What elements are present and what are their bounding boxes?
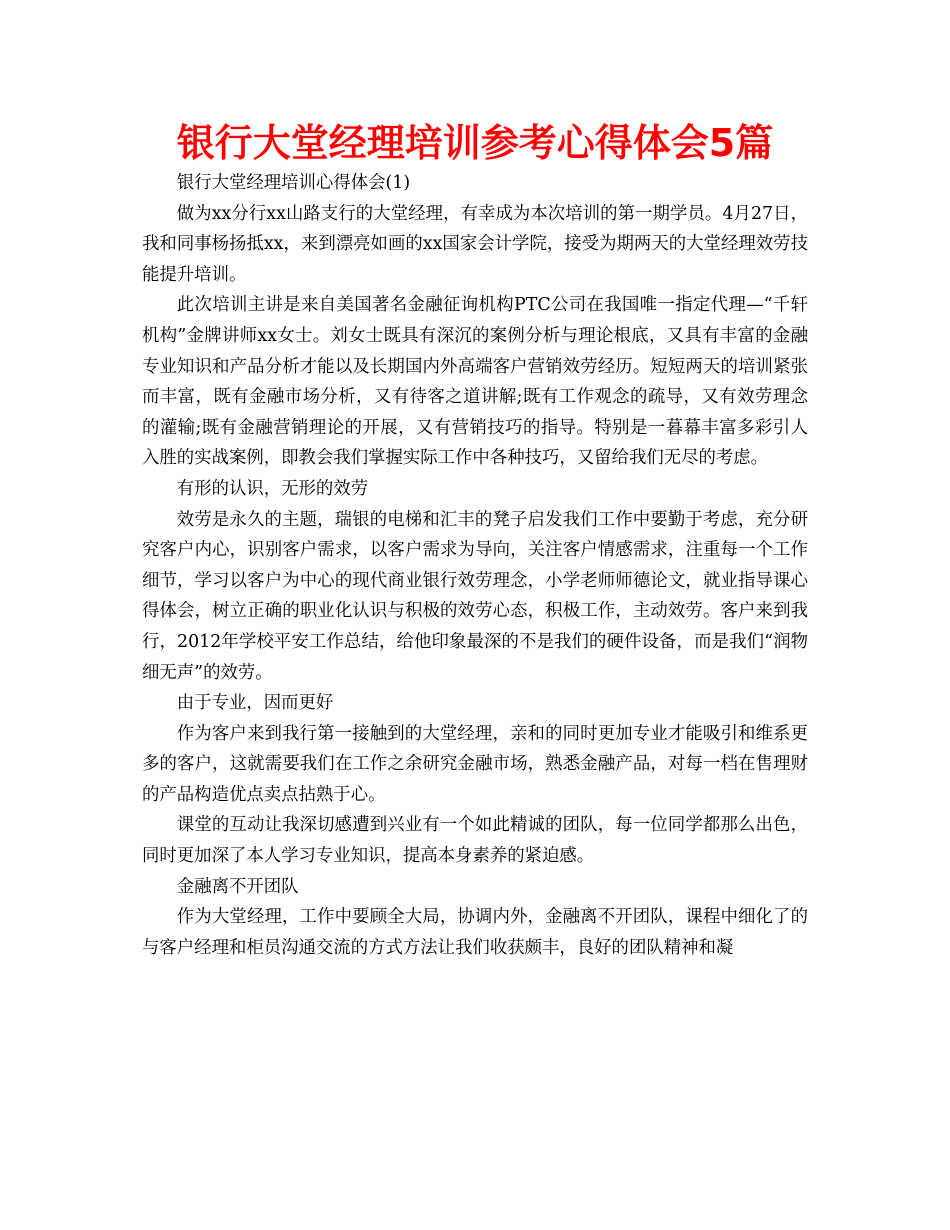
paragraph: 课堂的互动让我深切感遭到兴业有一个如此精诚的团队，每一位同学都那么出色，同时更加深了本人学习专业知识，提高本身素养的紧迫感。: [142, 815, 808, 867]
paragraph: 此次培训主讲是来自美国著名金融征询机构PTC公司在我国唯一指定代理—“千轩机构”金牌讲师xx女士。刘女士既具有深沉的案例分析与理论根底，又具有丰富的金融专业知识和产品分析才能以及长期国内外高端客户营销效劳经历。短短两天的培训紧张而丰富，既有金融市场分析，又有待客之道讲解;既有工作观念的疏导，又有效劳理念的灌输;既有金融营销理论的开展，又有营销技巧的指导。特别是一暮幕丰富多彩引人入胜的实战案例，即教会我们掌握实际工作中各种技巧，又留给我们无尽的考虑。: [142, 295, 808, 469]
paragraph-subheading: 有形的认识，无形的效劳: [176, 478, 369, 499]
paragraph: 作为大堂经理，工作中要顾全大局，协调内外，金融离不开团队，课程中细化了的与客户经理和柜员沟通交流的方式方法让我们收获颇丰，良好的团队精神和凝: [142, 907, 808, 958]
paragraph: 作为客户来到我行第一接触到的大堂经理，亲和的同时更加专业才能吸引和维系更多的客户，这就需要我们在工作之余研究金融市场，熟悉金融产品，对每一档在售理财的产品构造优点卖点拈熟于心。: [142, 723, 808, 805]
paragraph: 做为xx分行xx山路支行的大堂经理，有幸成为本次培训的第一期学员。4月27日，我和同事杨扬抵xx，来到漂亮如画的xx国家会计学院，接受为期两天的大堂经理效劳技能提升培训。: [142, 203, 808, 285]
paragraph-subheading: 金融离不开团队: [176, 876, 299, 897]
paragraph: 效劳是永久的主题，瑞银的电梯和汇丰的凳子启发我们工作中要勤于考虑，充分研究客户内心，识别客户需求，以客户需求为导向，关注客户情感需求，注重每一个工作细节，学习以客户为中心的现代商业银行效劳理念，小学老师师德论文，就业指导课心得体会，树立正确的职业化认识与积极的效劳心态，积极工作，主动效劳。客户来到我行，2012年学校平安工作总结，给他印象最深的不是我们的硬件设备，而是我们“润物细无声”的效劳。: [142, 509, 808, 683]
document-body: [142, 168, 808, 963]
document-title: 银行大堂经理培训参考心得体会5篇: [176, 121, 774, 165]
paragraph-subheading: 由于专业，因而更好: [176, 693, 334, 714]
paragraph-section-heading: 银行大堂经理培训心得体会(1): [176, 173, 411, 193]
